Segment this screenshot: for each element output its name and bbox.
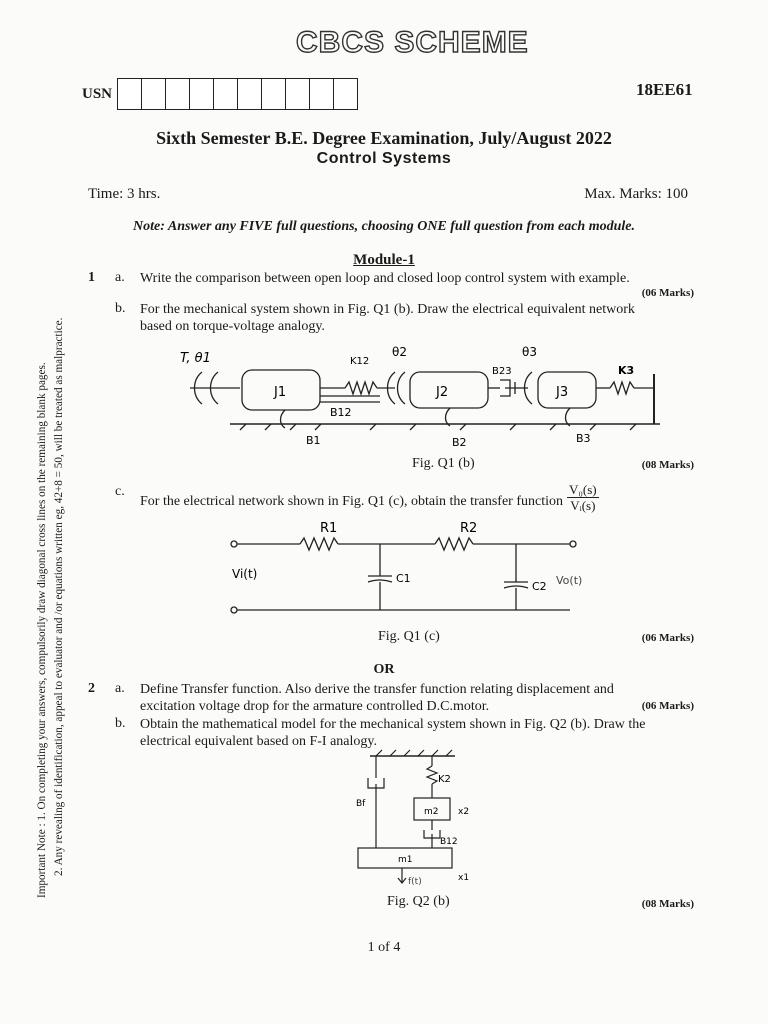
fig-q1b-label-b12: B12 xyxy=(330,406,352,419)
usn-box xyxy=(189,78,214,110)
time-allowed: Time: 3 hrs. xyxy=(88,186,161,202)
q2b-text-line2: electrical equivalent based on F-I analogy. xyxy=(140,734,377,749)
q1b-text-line2: based on torque-voltage analogy. xyxy=(140,319,325,334)
fig-q1b-label-b3: B3 xyxy=(576,432,591,445)
usn-box xyxy=(285,78,310,110)
fig-q1b-label-j2: J2 xyxy=(436,385,449,400)
q1a-marks: (06 Marks) xyxy=(641,287,694,299)
fig-q2b-label-m1: m1 xyxy=(398,855,413,865)
q2a-label: a. xyxy=(115,681,125,696)
sidebar-note-line1: Important Note : 1. On completing your answers, compulsorily draw diagonal cross lines on the remaining blank pages. xyxy=(36,362,48,898)
q1c-marks: (06 Marks) xyxy=(641,632,694,644)
fig-q1b-label-torque: T, θ1 xyxy=(180,351,211,366)
q2a-text-line2: excitation voltage drop for the armature controlled D.C.motor. xyxy=(140,699,490,714)
or-separator: OR xyxy=(373,662,395,677)
q1c-label: c. xyxy=(115,484,125,499)
exam-title: Sixth Semester B.E. Degree Examination, July/August 2022 xyxy=(156,128,612,148)
module-heading: Module-1 xyxy=(353,252,415,268)
fig-q1b-label-b23: B23 xyxy=(492,366,512,377)
transfer-function-fraction xyxy=(567,482,599,513)
usn-box xyxy=(165,78,190,110)
fig-q1c-label-vo: Vo(t) xyxy=(556,574,583,587)
fig-q1c-label-c1: C1 xyxy=(396,572,411,585)
usn-box xyxy=(333,78,358,110)
fig-q2b-label-b12: B12 xyxy=(440,837,458,847)
figure-q1c-rc-network xyxy=(220,516,590,616)
q2b-text-line1: Obtain the mathematical model for the mechanical system shown in Fig. Q2 (b). Draw the xyxy=(140,717,646,732)
subject-title: Control Systems xyxy=(316,150,452,167)
usn-boxes xyxy=(118,78,358,110)
fig-q1b-label-b1: B1 xyxy=(306,434,321,447)
usn-box xyxy=(141,78,166,110)
fig-q1b-label-b2: B2 xyxy=(452,436,467,449)
page-number: 1 of 4 xyxy=(367,940,401,955)
q2a-text-line1: Define Transfer function. Also derive the transfer function relating displacement and xyxy=(140,682,614,697)
max-marks: Max. Marks: 100 xyxy=(584,186,688,202)
usn-box xyxy=(261,78,286,110)
fig-q1b-label-theta3: θ3 xyxy=(522,345,537,359)
scheme-stamp: CBCS SCHEME xyxy=(296,26,529,59)
q1b-label: b. xyxy=(115,301,126,316)
q1c-text: For the electrical network shown in Fig. Q1 (c), obtain the transfer function xyxy=(140,494,563,509)
fig-q1b-label-k12: K12 xyxy=(350,356,370,367)
fig-q1b-label-j3: J3 xyxy=(556,385,569,400)
figure-q2b-mass-spring-system xyxy=(340,748,490,890)
subject-code: 18EE61 xyxy=(636,80,693,99)
usn-box xyxy=(237,78,262,110)
fig-q1c-label-c2: C2 xyxy=(532,580,547,593)
fig-q2b-label-m2: m2 xyxy=(424,807,439,817)
sidebar-note-line2: 2. Any revealing of identification, appeal to evaluator and /or equations written eg, 42+8 = 50, will be treated as malpractice. xyxy=(53,317,65,876)
fig-q2b-label-k2: K2 xyxy=(438,774,451,785)
fig-q1c-caption: Fig. Q1 (c) xyxy=(378,629,440,644)
fraction-numerator: V₀(s) xyxy=(569,482,597,497)
fig-q2b-label-bf: Bf xyxy=(356,799,366,809)
fig-q2b-caption: Fig. Q2 (b) xyxy=(387,894,450,909)
fig-q2b-label-x1: x1 xyxy=(458,873,470,883)
usn-box xyxy=(117,78,142,110)
instructions-note: Note: Answer any FIVE full questions, choosing ONE full question from each module. xyxy=(133,219,635,234)
q1a-text: Write the comparison between open loop and closed loop control system with example. xyxy=(140,271,630,286)
fig-q2b-label-x2: x2 xyxy=(458,807,470,817)
fig-q2b-label-force: f(t) xyxy=(408,877,422,887)
q2b-marks: (08 Marks) xyxy=(641,898,694,910)
fig-q1c-label-r2: R2 xyxy=(460,521,478,536)
q1b-text-line1: For the mechanical system shown in Fig. Q1 (b). Draw the electrical equivalent network xyxy=(140,302,635,317)
fig-q1b-label-k3: K3 xyxy=(618,364,635,377)
usn-box xyxy=(309,78,334,110)
fig-q1c-label-r1: R1 xyxy=(320,521,338,536)
figure-q1b-rotational-system xyxy=(170,338,670,458)
q1a-label: a. xyxy=(115,270,125,285)
question-number-1: 1 xyxy=(88,270,95,285)
q1c-question xyxy=(140,482,599,513)
fig-q1b-label-theta2: θ2 xyxy=(392,345,407,359)
usn-label: USN xyxy=(82,86,113,102)
q2b-label: b. xyxy=(115,716,126,731)
fig-q1b-label-j1: J1 xyxy=(274,385,287,400)
fig-q1c-label-vi: Vi(t) xyxy=(232,567,258,581)
fig-q1b-caption: Fig. Q1 (b) xyxy=(412,456,475,471)
fraction-denominator: Vᵢ(s) xyxy=(570,498,596,513)
q1b-marks: (08 Marks) xyxy=(641,459,694,471)
sidebar-important-note xyxy=(34,238,68,898)
question-number-2: 2 xyxy=(88,681,95,696)
usn-box xyxy=(213,78,238,110)
q2a-marks: (06 Marks) xyxy=(641,700,694,712)
